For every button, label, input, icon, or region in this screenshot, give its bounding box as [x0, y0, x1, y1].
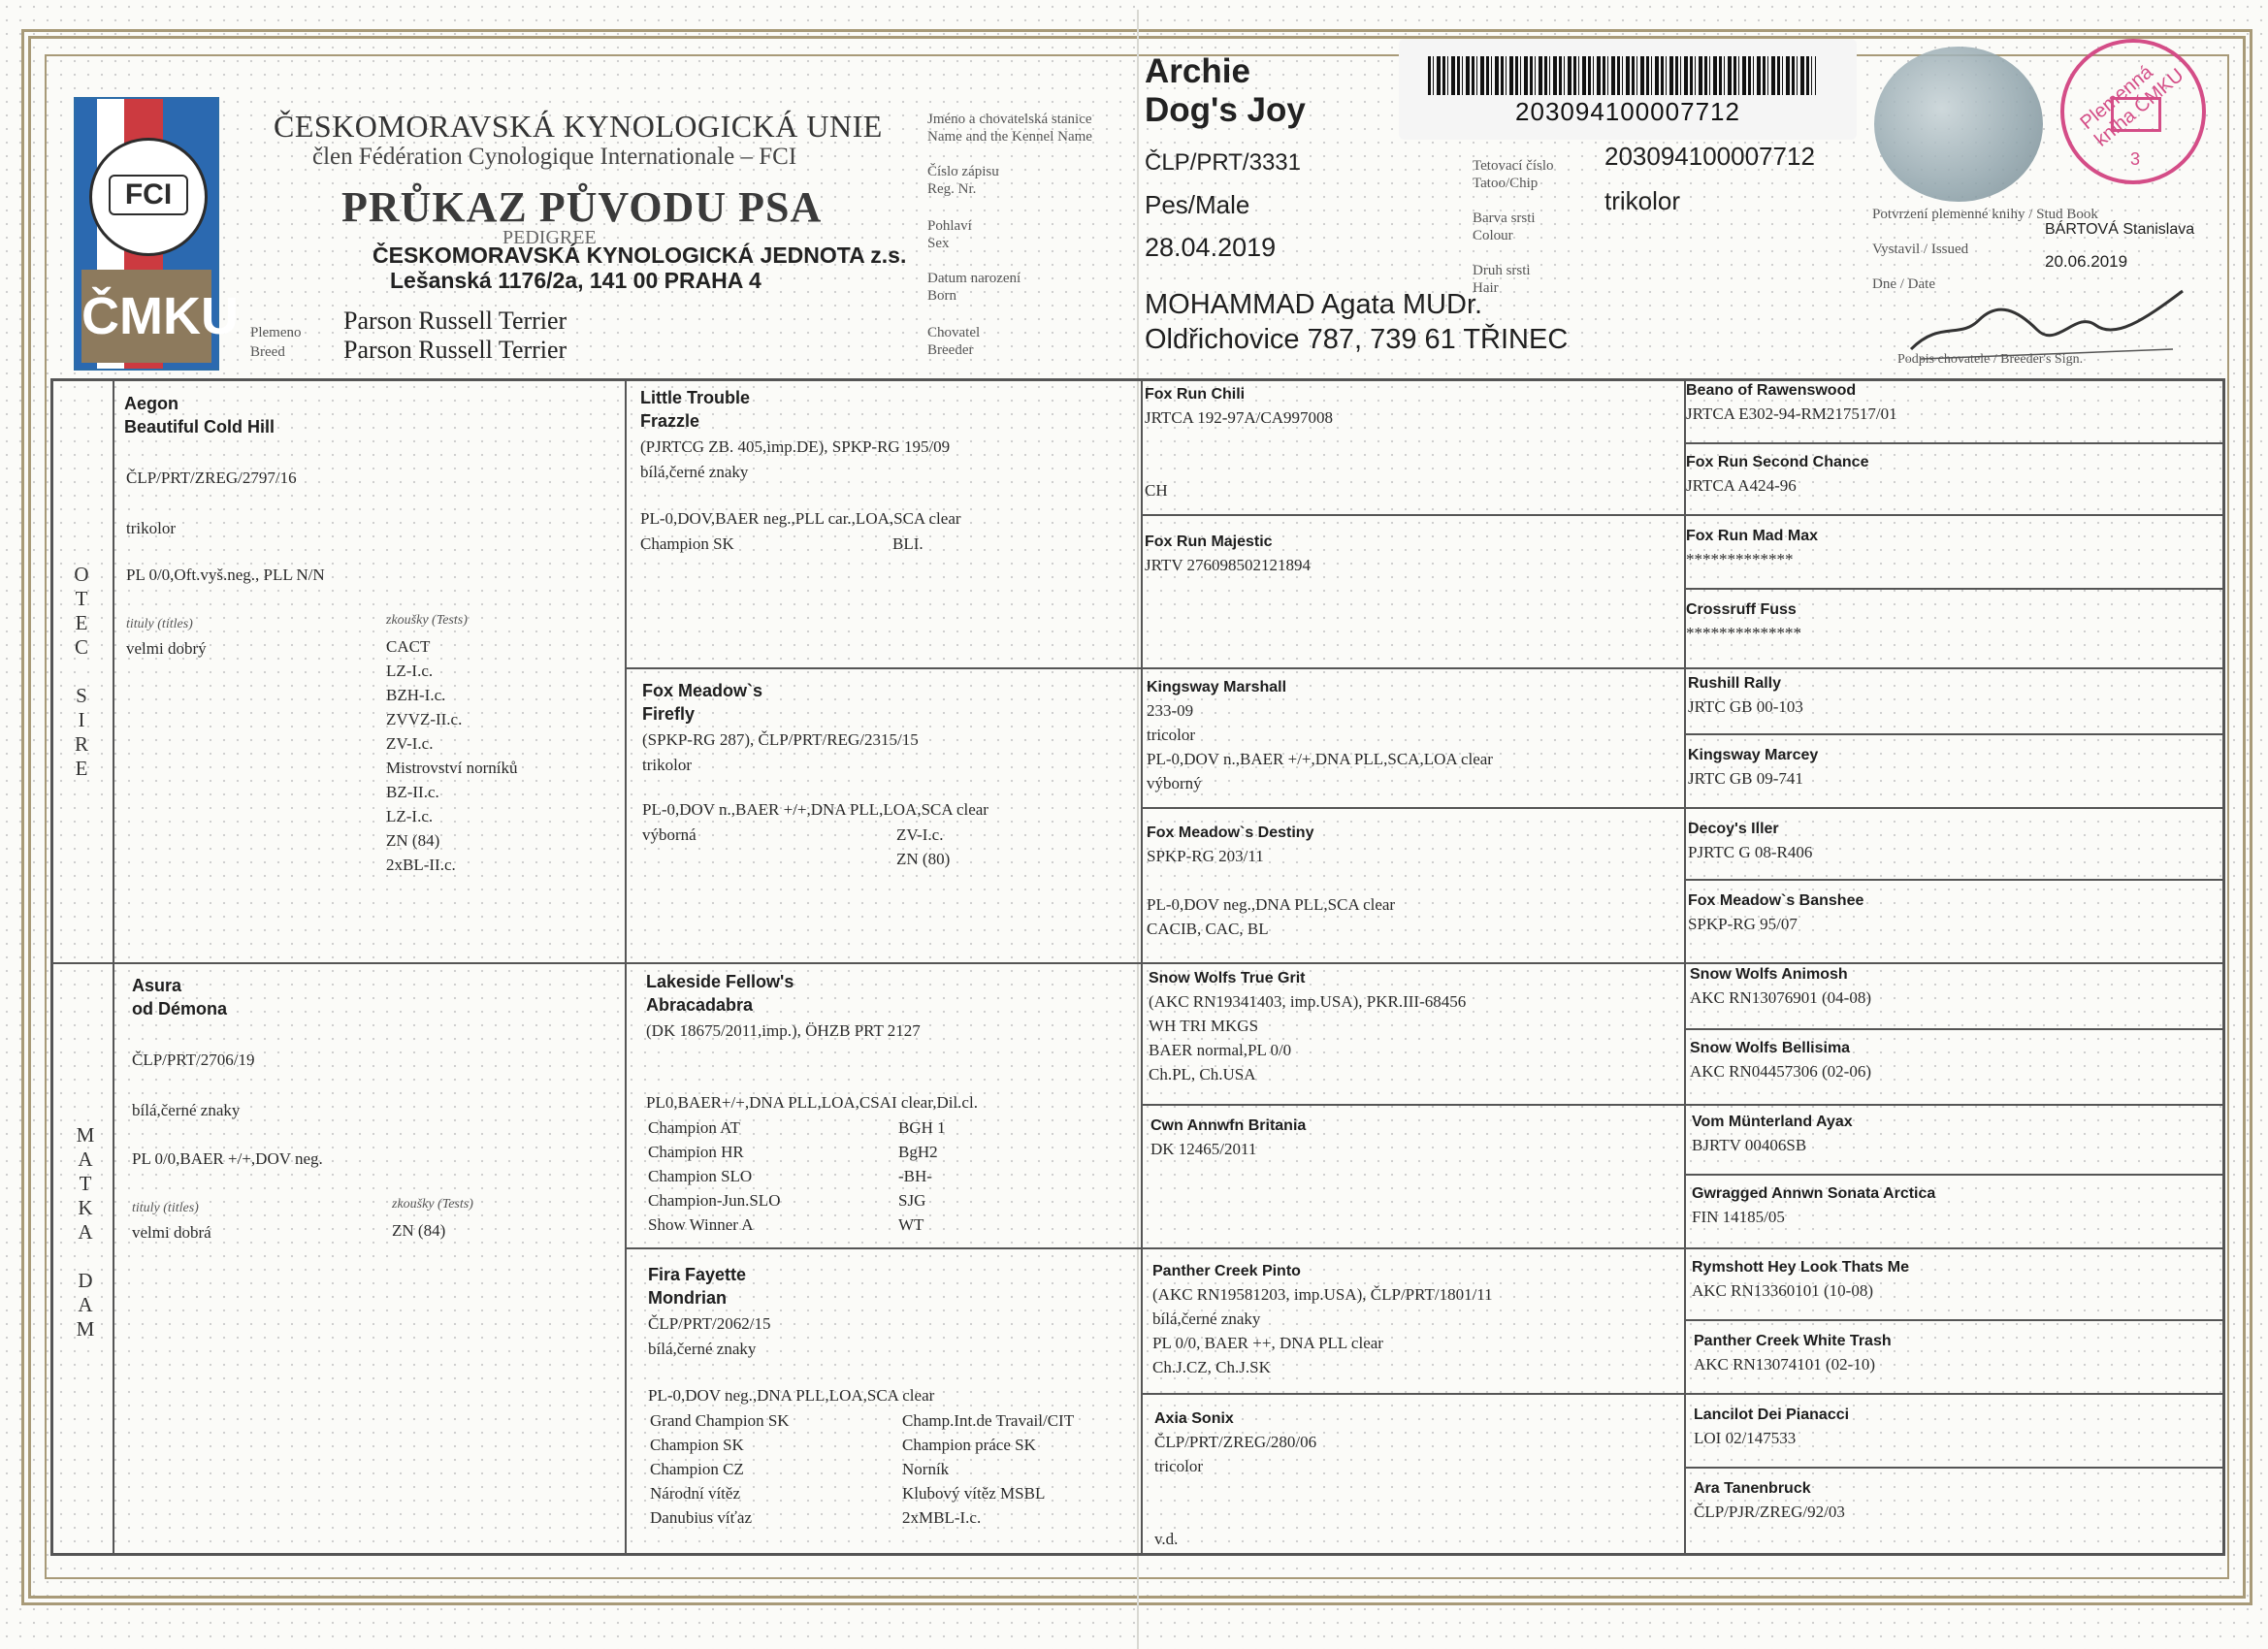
gp-sd-line1: (SPKP-RG 287), ČLP/PRT/REG/2315/15 [642, 730, 919, 749]
gen4-text: AKC RN13360101 (10-08) [1692, 1281, 1873, 1300]
gen4-name: Gwragged Annwn Sonata Arctica [1692, 1185, 1936, 1202]
studbook-issuer: BÁRTOVÁ Stanislava [2045, 221, 2195, 238]
ggp-name: Panther Creek Pinto [1152, 1263, 1301, 1279]
sire-colour: trikolor [126, 519, 176, 537]
sire-tests-label: zkoušky (Tests) [386, 613, 468, 628]
label-colour: Barva srsti Colour [1473, 210, 1536, 243]
ggp-text: ČLP/PRT/ZREG/280/06 tricolor v.d. [1154, 1433, 1317, 1548]
ggp-text: 233-09 tricolor PL-0,DOV n.,BAER +/+,DNA PLL,SCA,LOA clear výborný [1147, 701, 1493, 792]
gp-sd-left: výborná [642, 825, 697, 844]
gp-ds-line3: PL0,BAER+/+,DNA PLL,LOA,CSAI clear,Dil.cl. [646, 1093, 978, 1112]
gp-dd-name2: Mondrian [648, 1288, 727, 1308]
gen4-name: Fox Meadow`s Banshee [1688, 892, 1864, 909]
gen4-text: ČLP/PJR/ZREG/92/03 [1694, 1503, 1845, 1521]
sire-name-line1: Aegon [124, 394, 178, 413]
club-name: ČESKOMORAVSKÁ KYNOLOGICKÁ JEDNOTA z.s. [373, 242, 907, 268]
ggp-name: Fox Run Chili [1145, 386, 1246, 403]
ggp-name: Snow Wolfs True Grit [1149, 970, 1306, 986]
gen4-name: Rushill Rally [1688, 675, 1782, 692]
gp-ds-line1: (DK 18675/2011,imp.), ÖHZB PRT 2127 [646, 1021, 921, 1040]
sire-name-line2: Beautiful Cold Hill [124, 417, 275, 436]
gp-dd-right: Champ.Int.de Travail/CIT Champion práce SK Norník Klubový vítěz MSBL 2xMBL-I.c. [902, 1411, 1075, 1527]
dog-chip: 203094100007712 [1604, 142, 1815, 171]
dog-name-line1: Archie [1145, 52, 1250, 90]
hologram-icon [1874, 47, 2043, 202]
gp-ds-name2: Abracadabra [646, 995, 754, 1015]
dam-colour: bílá,černé znaky [132, 1101, 241, 1119]
ggp-name: Fox Meadow`s Destiny [1147, 824, 1314, 841]
gp-sd-name2: Firefly [642, 704, 696, 724]
gp-dd-line3: PL-0,DOV neg.,DNA PLL,LOA,SCA clear [648, 1386, 935, 1405]
gp-ss-line1: (PJRTCG ZB. 405,imp.DE), SPKP-RG 195/09 [640, 437, 951, 456]
cmku-fci-logo [74, 97, 239, 371]
gp-ss-line2: bílá,černé znaky [640, 463, 749, 481]
label-issued: Vystavil / Issued [1872, 242, 1969, 257]
ggp-name: Cwn Annwfn Britania [1150, 1117, 1307, 1134]
dam-name-line1: Asura [132, 976, 182, 995]
gen4-text: PJRTC G 08-R406 [1688, 843, 1813, 861]
sire-health: PL 0/0,Oft.vyš.neg., PLL N/N [126, 566, 325, 584]
dog-reg-no: ČLP/PRT/3331 [1145, 149, 1301, 176]
dog-born: 28.04.2019 [1145, 233, 1277, 262]
gen4-name: Beano of Rawenswood [1686, 382, 1857, 399]
sire-titles: velmi dobrý [126, 639, 207, 658]
org-member: člen Fédération Cynologique Internationale – FCI [312, 144, 797, 170]
gen4-name: Snow Wolfs Animosh [1690, 966, 1848, 983]
barcode-icon [1428, 56, 1816, 95]
ggp-text: DK 12465/2011 [1150, 1140, 1257, 1158]
sire-side-label: O T E C S I R E [74, 563, 89, 780]
document-subtitle: PEDIGREE [502, 227, 597, 248]
sire-tests: CACT LZ-I.c. BZH-I.c. ZVVZ-II.c. ZV-I.c. Mistrovství norníků BZ-II.c. LZ-I.c. ZN (84) 2xBL-II.c. [386, 637, 518, 874]
pedigree-table [50, 378, 2225, 1556]
studbook-date: 20.06.2019 [2045, 252, 2128, 271]
label-breeder: Chovatel Breeder [927, 325, 981, 358]
gen4-text: JRTC GB 00-103 [1688, 697, 1803, 716]
gen4-text: AKC RN13076901 (04-08) [1690, 988, 1871, 1007]
gp-sd-line3: PL-0,DOV n.,BAER +/+,DNA PLL,LOA,SCA clear [642, 800, 988, 819]
label-sex: Pohlaví Sex [927, 218, 972, 251]
gp-ss-line3: PL-0,DOV,BAER neg.,PLL car.,LOA,SCA clear [640, 509, 961, 528]
dam-name-line2: od Démona [132, 999, 228, 1018]
sire-titles-label: tituly (titles) [126, 617, 193, 631]
gen4-text: AKC RN04457306 (02-06) [1690, 1062, 1871, 1081]
breed-label-cz: Plemeno [250, 325, 302, 340]
ggp-name: Axia Sonix [1154, 1410, 1234, 1427]
dog-sex: Pes/Male [1145, 190, 1250, 219]
label-name: Jméno a chovatelská stanice Name and the Kennel Name [927, 112, 1092, 145]
gen4-text: ************* [1686, 550, 1794, 568]
gen4-text: ************** [1686, 624, 1801, 642]
gp-ss-name2: Frazzle [640, 411, 700, 431]
label-studbook: Potvrzení plemenné knihy / Stud Book [1872, 207, 2098, 222]
dam-health: PL 0/0,BAER +/+,DOV neg. [132, 1149, 323, 1168]
gen4-text: AKC RN13074101 (02-10) [1694, 1355, 1875, 1374]
gp-dd-line1: ČLP/PRT/2062/15 [648, 1314, 771, 1333]
breeder-address: Oldřichovice 787, 739 61 TŘINEC [1145, 324, 1569, 355]
dam-side-label: M A T K A D A M [76, 1123, 95, 1341]
ggp-text: (AKC RN19581203, imp.USA), ČLP/PRT/1801/11 bílá,černé znaky PL 0/0, BAER ++, DNA PLL clear Ch.J.CZ, Ch.J.SK [1152, 1285, 1493, 1376]
barcode-label [1399, 39, 1857, 140]
gen4-name: Lancilot Dei Pianacci [1694, 1406, 1850, 1423]
dam-titles: velmi dobrá [132, 1223, 211, 1242]
ggp-text: SPKP-RG 203/11 PL-0,DOV neg.,DNA PLL,SCA clear CACIB, CAC, BL [1147, 847, 1396, 938]
gp-ss-right: BLI. [892, 534, 923, 553]
ggp-text: (AKC RN19341403, imp.USA), PKR.III-68456 WH TRI MKGS BAER normal,PL 0/0 Ch.PL, Ch.USA [1149, 992, 1467, 1083]
breed-label-en: Breed [250, 344, 285, 360]
gp-ds-left: Champion AT Champion HR Champion SLO Champion-Jun.SLO Show Winner A [648, 1118, 781, 1234]
gp-sd-line2: trikolor [642, 756, 692, 774]
breeder-name: MOHAMMAD Agata MUDr. [1145, 289, 1483, 320]
stamp-logo-icon [2111, 97, 2161, 132]
gen4-name: Snow Wolfs Bellisima [1690, 1040, 1851, 1056]
gen4-name: Crossruff Fuss [1686, 601, 1797, 618]
label-date: Dne / Date [1872, 276, 1935, 292]
document-title: PRŮKAZ PŮVODU PSA [341, 183, 823, 231]
gp-ds-name1: Lakeside Fellow's [646, 972, 794, 991]
label-born: Datum narození Born [927, 271, 1021, 304]
gen4-text: FIN 14185/05 [1692, 1208, 1785, 1226]
cmku-logo-text: ČMKU [81, 270, 211, 363]
gp-ss-left: Champion SK [640, 534, 734, 553]
gen4-text: LOI 02/147533 [1694, 1429, 1797, 1447]
dam-tests: ZN (84) [392, 1221, 446, 1240]
breed-value-cz: Parson Russell Terrier [343, 307, 567, 335]
studbook-stamp [2060, 39, 2206, 184]
gen4-text: JRTCA E302-94-RM217517/01 [1686, 404, 1897, 423]
gen4-name: Rymshott Hey Look Thats Me [1692, 1259, 1910, 1276]
gen4-text: SPKP-RG 95/07 [1688, 915, 1798, 933]
dam-titles-label: tituly (titles) [132, 1201, 199, 1215]
dog-name-line2: Dog's Joy [1145, 91, 1306, 129]
label-chip: Tetovací číslo Tatoo/Chip [1473, 158, 1554, 191]
label-hair: Druh srsti Hair [1473, 263, 1531, 296]
ggp-text: JRTCA 192-97A/CA997008 CH [1145, 408, 1334, 500]
gen4-text: JRTC GB 09-741 [1688, 769, 1803, 788]
gp-ds-right: BGH 1 BgH2 -BH- SJG WT [898, 1118, 946, 1234]
ggp-text: JRTV 276098502121894 [1145, 556, 1312, 574]
dam-reg: ČLP/PRT/2706/19 [132, 1051, 255, 1069]
gp-dd-left: Grand Champion SK Champion SK Champion CZ Národní vítěz Danubius víťaz [650, 1411, 790, 1527]
org-name: ČESKOMORAVSKÁ KYNOLOGICKÁ UNIE [274, 109, 883, 144]
gp-dd-line2: bílá,černé znaky [648, 1340, 757, 1358]
gen4-text: JRTCA A424-96 [1686, 476, 1797, 495]
ggp-name: Fox Run Majestic [1145, 534, 1273, 550]
dam-tests-label: zkoušky (Tests) [392, 1197, 473, 1212]
club-address: Lešanská 1176/2a, 141 00 PRAHA 4 [390, 268, 761, 293]
stamp-text: Plemenná kniha ČMKU [2076, 61, 2188, 151]
gen4-name: Vom Münterland Ayax [1692, 1114, 1853, 1130]
dog-colour: trikolor [1604, 186, 1681, 215]
gp-ss-name1: Little Trouble [640, 388, 751, 407]
barcode-number: 203094100007712 [1515, 97, 1740, 126]
gen4-name: Fox Run Second Chance [1686, 454, 1869, 470]
gen4-name: Panther Creek White Trash [1694, 1333, 1892, 1349]
sire-reg: ČLP/PRT/ZREG/2797/16 [126, 469, 297, 487]
stamp-number: 3 [2130, 149, 2141, 169]
gp-sd-name1: Fox Meadow`s [642, 681, 763, 700]
ggp-name: Kingsway Marshall [1147, 679, 1287, 695]
fci-logo-text: FCI [109, 175, 188, 215]
gen4-name: Ara Tanenbruck [1694, 1480, 1811, 1497]
label-reg: Číslo zápisu Reg. Nr. [927, 164, 999, 197]
gen4-name: Kingsway Marcey [1688, 747, 1819, 763]
breed-value-en: Parson Russell Terrier [343, 336, 567, 364]
gp-sd-right: ZV-I.c. ZN (80) [896, 825, 951, 868]
gen4-name: Fox Run Mad Max [1686, 528, 1819, 544]
gen4-name: Decoy's Iller [1688, 821, 1779, 837]
gen4-text: BJRTV 00406SB [1692, 1136, 1807, 1154]
label-breeder-sign: Podpis chovatele / Breeder's Sign. [1897, 352, 2084, 367]
gp-dd-name1: Fira Fayette [648, 1265, 747, 1284]
